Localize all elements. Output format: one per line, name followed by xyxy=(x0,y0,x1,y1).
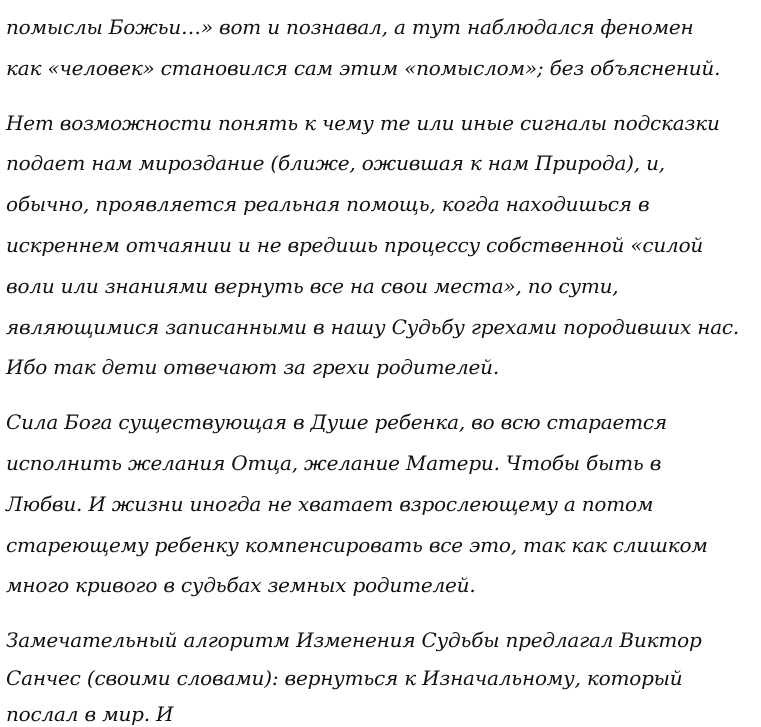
text-line: Санчес (своими словами): вернуться к Изначальному, который xyxy=(6,666,683,690)
text-line: Любви. И жизни иногда не хватает взрослеющему а потом xyxy=(6,492,654,516)
text-line: воли или знаниями вернуть все на свои места», по сути, xyxy=(6,274,619,298)
text-line: много кривого в судьбах земных родителей. xyxy=(6,573,476,597)
text-line: Нет возможности понять к чему те или иные сигналы подсказки xyxy=(6,111,720,135)
text-line: исполнить желания Отца, желание Матери. Чтобы быть в xyxy=(6,451,662,475)
text-line: помыслы Божьи…» вот и познавал, а тут наблюдался феномен xyxy=(6,15,694,39)
text-line: стареющему ребенку компенсировать все это, так как слишком xyxy=(6,533,708,557)
text-line: подает нам мироздание (ближе, ожившая к нам Природа), и, xyxy=(6,151,665,175)
text-line: являющимися записанными в нашу Судьбу грехами породивших нас. xyxy=(6,315,740,339)
text-line: как «человек» становился сам этим «помыслом»; без объяснений. xyxy=(6,56,721,80)
text-line: Замечательный алгоритм Изменения Судьбы предлагал Виктор xyxy=(6,628,702,652)
text-line: Ибо так дети отвечают за грехи родителей. xyxy=(6,355,499,379)
text-line: послал в мир. И xyxy=(6,702,174,726)
text-line: обычно, проявляется реальная помощь, когда находишься в xyxy=(6,192,650,216)
text-line: Сила Бога существующая в Душе ребенка, во всю старается xyxy=(6,410,667,434)
text-line: искреннем отчаянии и не вредишь процессу собственной «силой xyxy=(6,233,704,257)
